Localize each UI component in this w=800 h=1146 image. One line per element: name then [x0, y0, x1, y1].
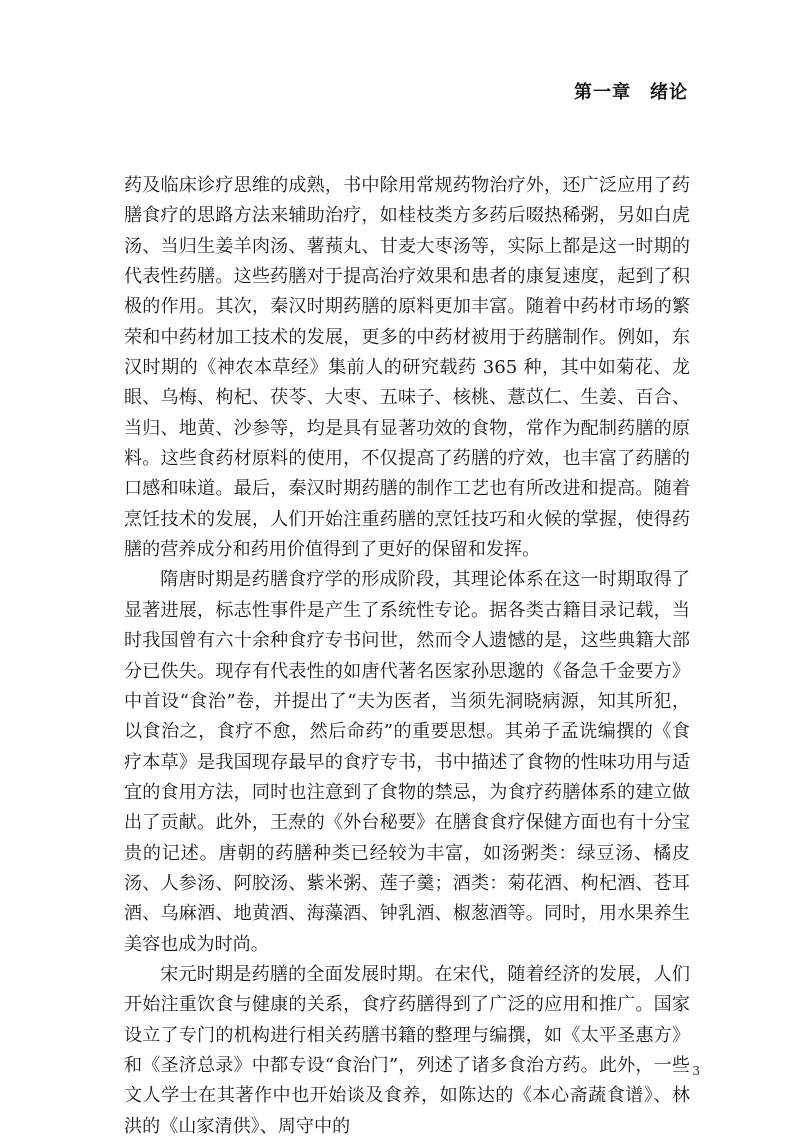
chapter-title: 第一章 绪论: [574, 82, 688, 103]
body-text: [124, 171, 690, 1142]
page-number: 3: [692, 1064, 700, 1078]
paragraph-2: 隋唐时期是药膳食疗学的形成阶段，其理论体系在这一时期取得了显著进展，标志性事件是产生了系统性专论。据各类古籍目录记载，当时我国曾有六十余种食疗专书问世，然而令人遗憾的是，这些典籍大部分已佚失。现存有代表性的如唐代著名医家孙思邈的《备急千金要方》中首设“食治”卷，并提出了“夫为医者，当须先洞晓病源，知其所犯，以食治之，食疗不愈，然后命药”的重要思想。其弟子孟诜编撰的《食疗本草》是我国现存最早的食疗专书，书中描述了食物的性味功用与适宜的食用方法，同时也注意到了食物的禁忌，为食疗药膳体系的建立做出了贡献。此外，王焘的《外台秘要》在膳食食疗保健方面也有十分宝贵的记述。唐朝的药膳种类已经较为丰富，如汤粥类：绿豆汤、橘皮汤、人参汤、阿胶汤、紫米粥、莲子羹；酒类：菊花酒、枸杞酒、苍耳酒、乌麻酒、地黄酒、海藻酒、钟乳酒、椒葱酒等。同时，用水果养生美容也成为时尚。: [124, 569, 690, 955]
paragraph-1: 药及临床诊疗思维的成熟，书中除用常规药物治疗外，还广泛应用了药膳食疗的思路方法来辅助治疗，如桂枝类方多药后啜热稀粥，另如白虎汤、当归生姜羊肉汤、薯蓣丸、甘麦大枣汤等，实际上都是这一时期的代表性药膳。这些药膳对于提高治疗效果和患者的康复速度，起到了积极的作用。其次，秦汉时期药膳的原料更加丰富。随着中药材市场的繁荣和中药材加工技术的发展，更多的中药材被用于药膳制作。例如，东汉时期的《神农本草经》集前人的研究载药 365 种，其中如菊花、龙眼、乌梅、枸杞、茯苓、大枣、五味子、核桃、薏苡仁、生姜、百合、当归、地黄、沙参等，均是具有显著功效的食物，常作为配制药膳的原料。这些食药材原料的使用，不仅提高了药膳的疗效，也丰富了药膳的口感和味道。最后，秦汉时期药膳的制作工艺也有所改进和提高。随着烹饪技术的发展，人们开始注重药膳的烹饪技巧和火候的掌握，使得药膳的营养成分和药用价值得到了更好的保留和发挥。: [124, 175, 690, 561]
paragraph-3: 宋元时期是药膳的全面发展时期。在宋代，随着经济的发展，人们开始注重饮食与健康的关系，食疗药膳得到了广泛的应用和推广。国家设立了专门的机构进行相关药膳书籍的整理与编撰，如《太平圣惠方》和《圣济总录》中都专设“食治门”，列述了诸多食治方药。此外，一些文人学士在其著作中也开始谈及食养，如陈达的《本心斋蔬食谱》、林洪的《山家清供》、周守中的: [124, 963, 690, 1137]
